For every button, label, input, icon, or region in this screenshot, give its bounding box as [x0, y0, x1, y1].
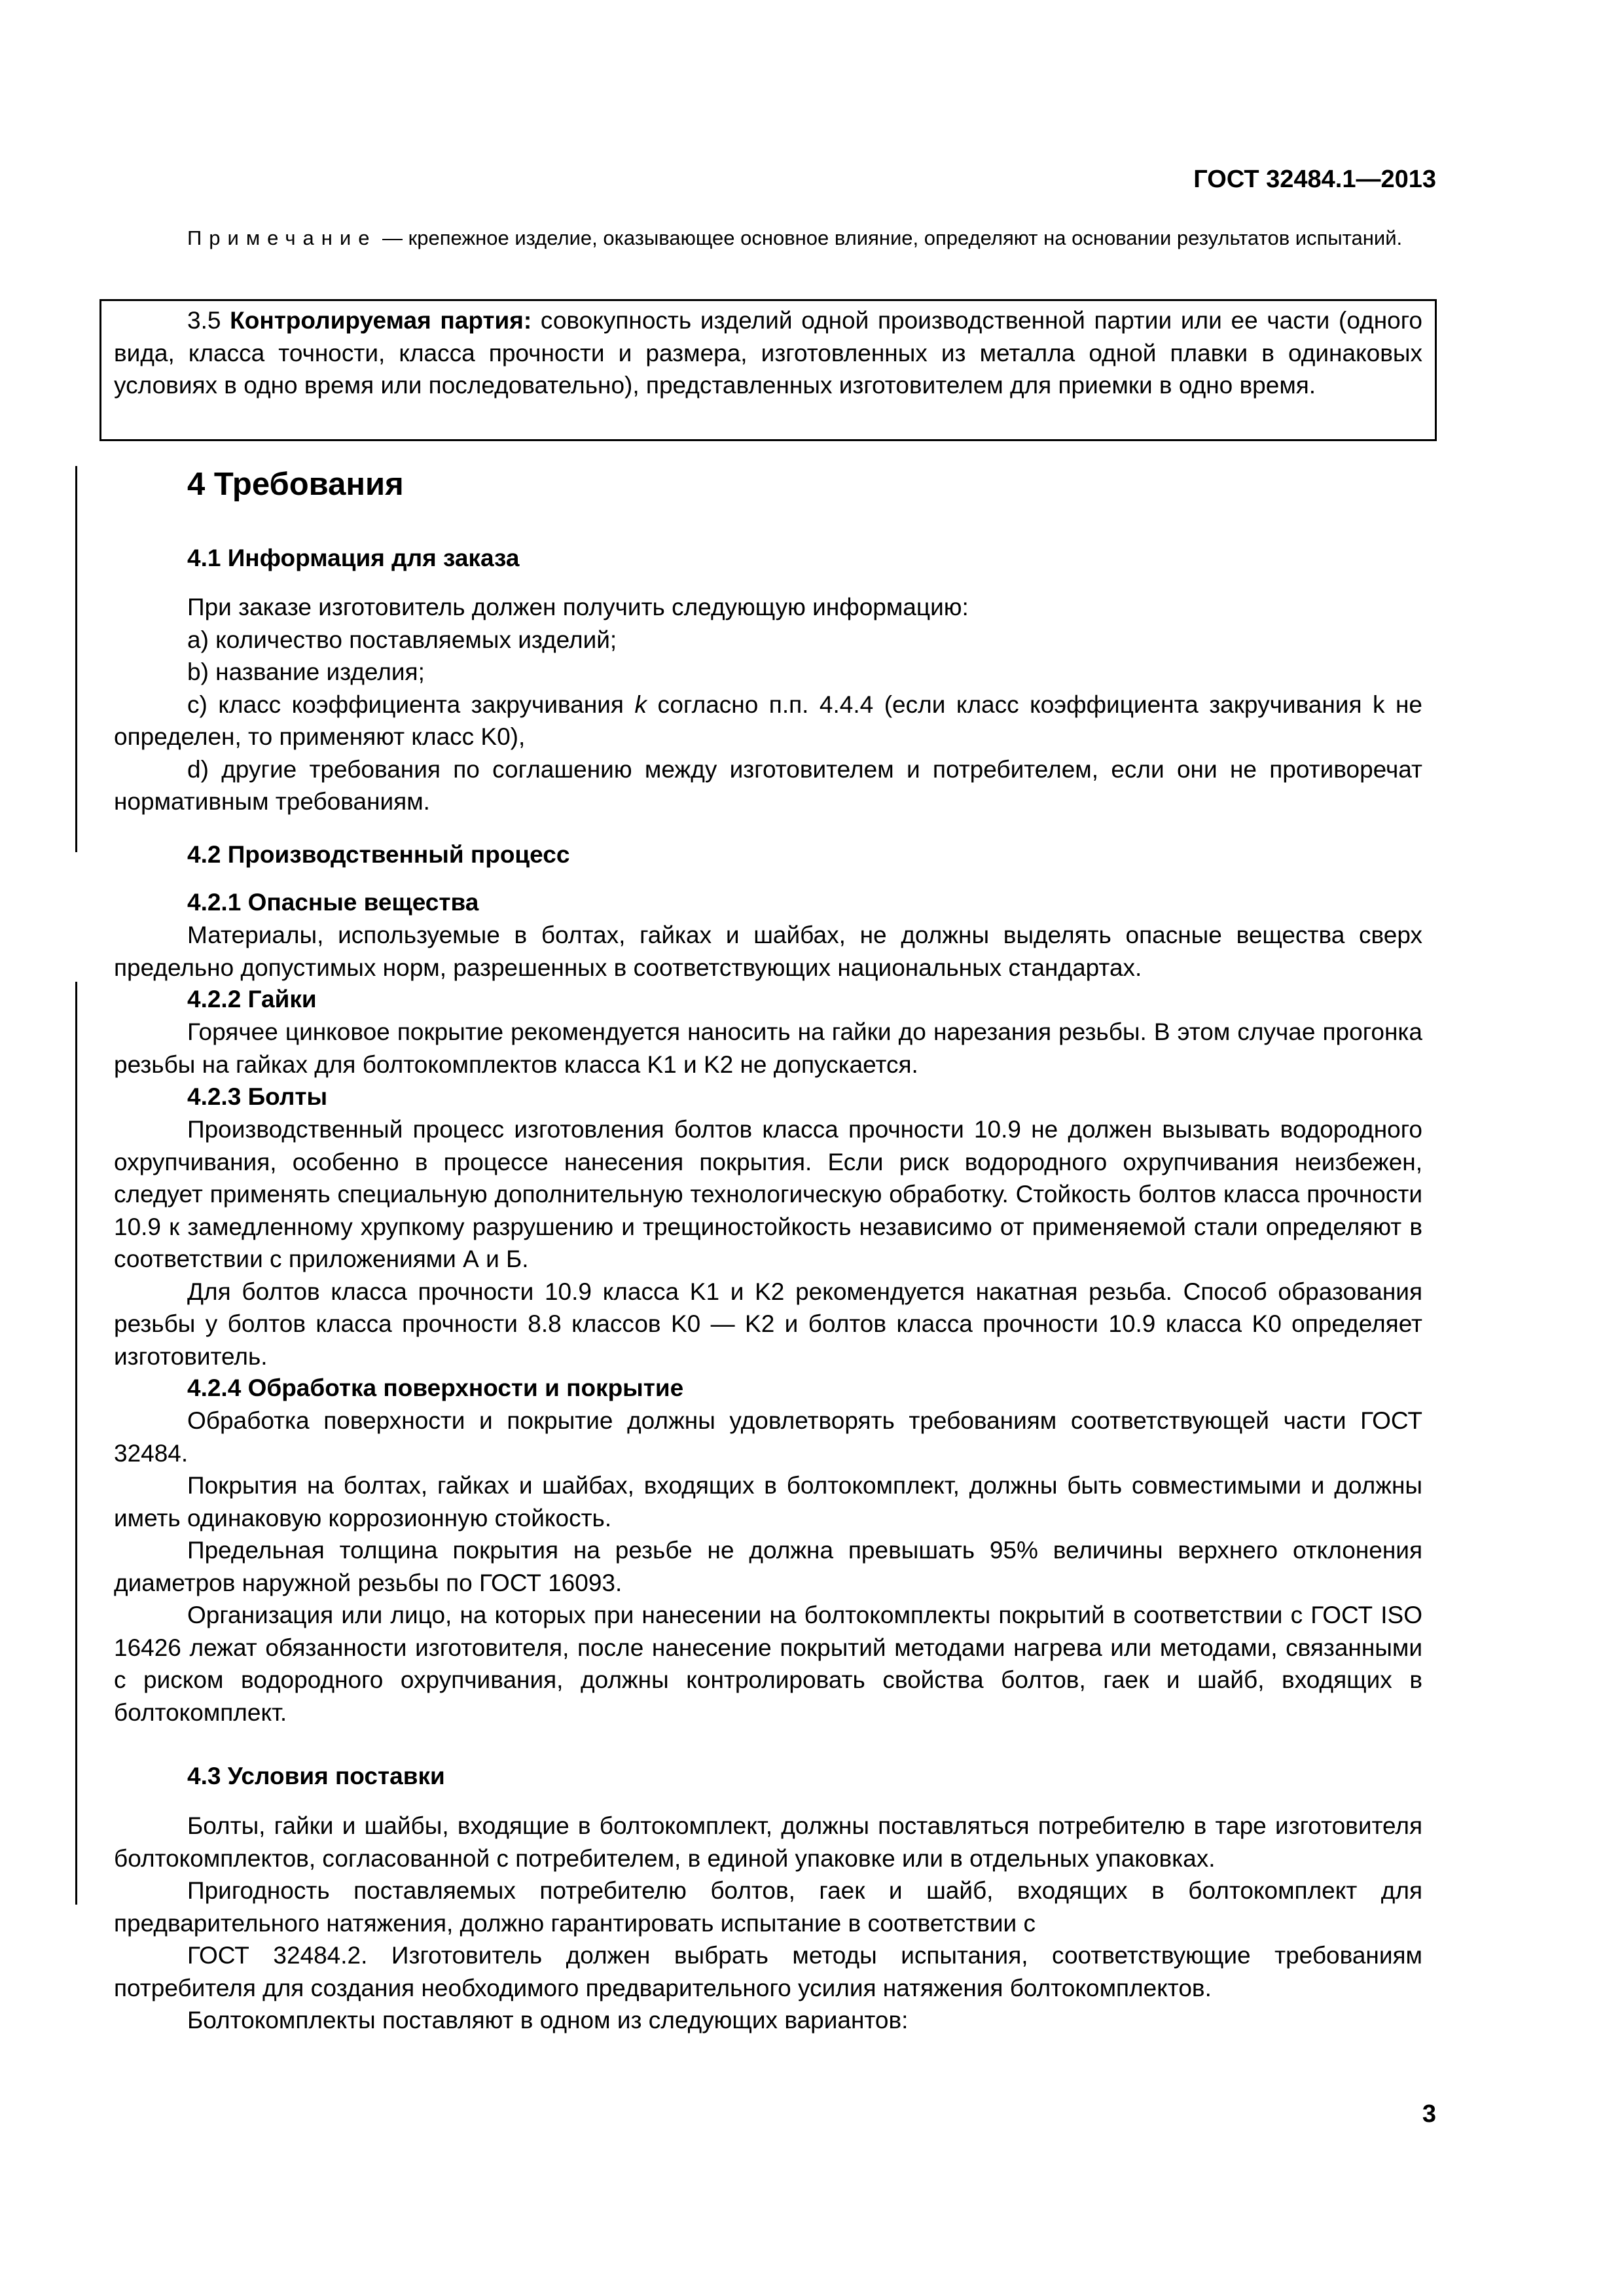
paragraph: ГОСТ 32484.2. Изготовитель должен выбрать методы испытания, соответствующие требованиям потребителя для создания необходимого предварительного усилия натяжения болтокомплектов.: [114, 1942, 1422, 2001]
section-4-2-3-body: [114, 1113, 1422, 1372]
subsection-title-4-1: 4.1 Информация для заказа: [187, 545, 520, 571]
note-text: — крепежное изделие, оказывающее основное влияние, определяют на основании результатов испытаний.: [376, 226, 1403, 249]
paragraph: Предельная толщина покрытия на резьбе не должна превышать 95% величины верхнего отклонения диаметров наружной резьбы по ГОСТ 16093.: [114, 1537, 1422, 1596]
paragraph: Для болтов класса прочности 10.9 класса K1 и K2 рекомендуется накатная резьба. Способ образования резьбы у болтов класса прочности 8.8 классов K0 — K2 и болтов класса прочности 10.9 класса K0 определяет изготовитель.: [114, 1278, 1422, 1370]
clause-3-5: [114, 304, 1422, 402]
subsection-title-4-2-2: 4.2.2 Гайки: [187, 986, 317, 1013]
section-title: 4 Требования: [187, 467, 404, 502]
subsection-title-4-3: 4.3 Условия поставки: [187, 1763, 445, 1789]
paragraph: Покрытия на болтах, гайках и шайбах, входящих в болтокомплект, должны быть совместимыми и должны иметь одинаковую коррозионную стойкость.: [114, 1472, 1422, 1532]
item-c-k: k: [634, 691, 647, 718]
item-c-pre: c) класс коэффициента закручивания: [187, 691, 635, 718]
section-4-2-1-body: [114, 919, 1422, 984]
section-4-2-4-body: [114, 1405, 1422, 1729]
paragraph: Пригодность поставляемых потребителю болтов, гаек и шайб, входящих в болтокомплект для предварительного натяжения, должно гарантировать испытание в соответствии с: [114, 1877, 1422, 1937]
list-item-a: а) количество поставляемых изделий;: [187, 626, 617, 653]
paragraph: Горячее цинковое покрытие рекомендуется наносить на гайки до нарезания резьбы. В этом случае прогонка резьбы на гайках для болтокомплектов класса K1 и K2 не допускается.: [114, 1018, 1422, 1078]
paragraph: Производственный процесс изготовления болтов класса прочности 10.9 не должен вызывать водородного охрупчивания, особенно в процессе нанесения покрытия. Если риск водородного охрупчивания неизбежен, следует применять специальную дополнительную технологическую обработку. Стойкость болтов класса прочности 10.9 к замедленному хрупкому разрушению и трещиностойкость независимо от применяемой стали определяют в соответствии с приложениями А и Б.: [114, 1116, 1422, 1272]
change-bar: [75, 982, 77, 1905]
page-number: 3: [1422, 2100, 1436, 2128]
paragraph: Болты, гайки и шайбы, входящие в болтокомплект, должны поставляться потребителю в таре изготовителя болтокомплектов, согласованной с потребителем, в единой упаковке или в отдельных упаковках.: [114, 1812, 1422, 1872]
change-bar: [75, 466, 77, 852]
clause-number: 3.5: [187, 307, 230, 334]
list-item-c: [114, 689, 1422, 753]
clause-term: Контролируемая партия:: [230, 307, 532, 334]
item-c-post: согласно п.п. 4.4.4 (если класс коэффициента закручивания k не определен, то применяют класс K0),: [114, 691, 1422, 750]
section-4-1-body: [114, 591, 1422, 818]
section-4-2-2-body: [114, 1016, 1422, 1081]
note: [114, 224, 1422, 253]
subsection-title-4-2-3: 4.2.3 Болты: [187, 1083, 328, 1110]
note-label: Примечание: [187, 226, 377, 249]
subsection-title-4-2-4: 4.2.4 Обработка поверхности и покрытие: [187, 1374, 684, 1401]
subsection-title-4-2-1: 4.2.1 Опасные вещества: [187, 889, 479, 916]
subsection-title-4-2: 4.2 Производственный процесс: [187, 841, 570, 868]
section-4-3-body: [114, 1810, 1422, 2037]
paragraph: При заказе изготовитель должен получить следующую информацию:: [187, 594, 969, 620]
list-item-d: d) другие требования по соглашению между изготовителем и потребителем, если они не противоречат нормативным требованиям.: [114, 755, 1422, 815]
list-item-b: b) название изделия;: [187, 658, 425, 685]
paragraph: Обработка поверхности и покрытие должны удовлетворять требованиям соответствующей части ГОСТ 32484.: [114, 1407, 1422, 1467]
document-code: ГОСТ 32484.1—2013: [1193, 166, 1436, 193]
paragraph: Материалы, используемые в болтах, гайках и шайбах, не должны выделять опасные вещества сверх предельно допустимых норм, разрешенных в соответствующих национальных стандартах.: [114, 922, 1422, 981]
paragraph: Болтокомплекты поставляют в одном из следующих вариантов:: [187, 2007, 909, 2034]
paragraph: Организация или лицо, на которых при нанесении на болтокомплекты покрытий в соответствии с ГОСТ ISO 16426 лежат обязанности изготовителя, после нанесение покрытий методами нагрева или методами, связанными с риском водородного охрупчивания, должны контролировать свойства болтов, гаек и шайб, входящих в болтокомплект.: [114, 1602, 1422, 1726]
clause-text: совокупность изделий одной производственной партии или ее части (одного вида, класса точности, класса прочности и размера, изготовленных из металла одной плавки в одинаковых условиях в одно время или последовательно), представленных изготовителем для приемки в одно время.: [114, 307, 1422, 399]
